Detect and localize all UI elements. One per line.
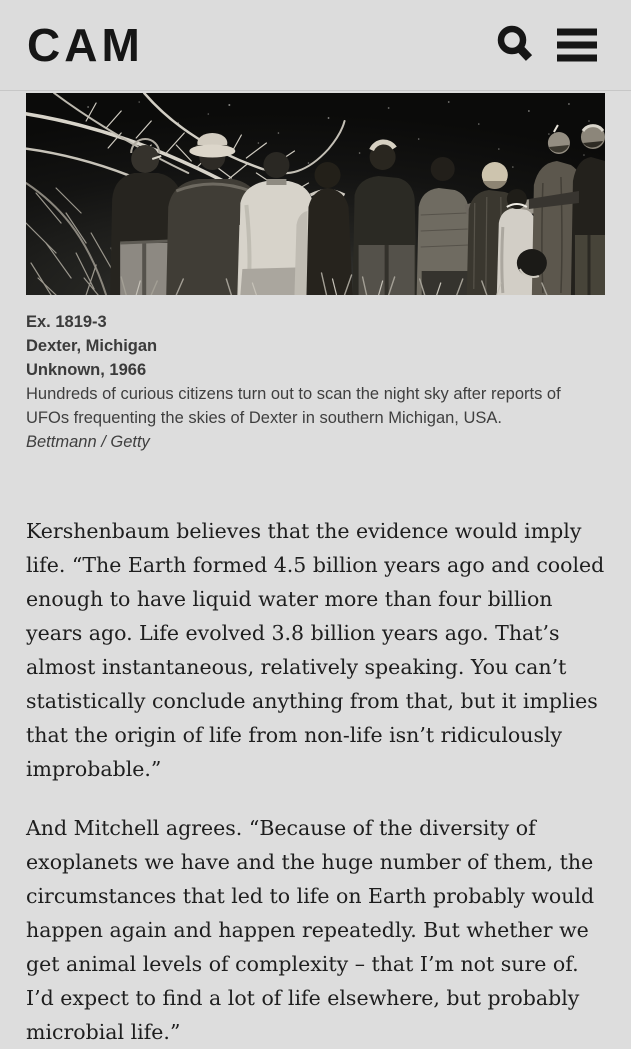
article-photo xyxy=(26,93,605,295)
article-figure xyxy=(26,93,605,454)
caption-credit: Bettmann / Getty xyxy=(26,433,150,451)
site-logo[interactable]: CAM xyxy=(27,19,144,71)
page-content xyxy=(0,93,631,1049)
site-header xyxy=(0,0,631,91)
article-paragraph-1: Kershenbaum believes that the evidence would imply life. “The Earth formed 4.5 billion years ago and cooled enough to have liquid water more than four billion years ago. Life evolved 3.8 billion years ago. That’s almost instantaneous, relatively speaking. You can’t statistically conclude anything from that, but it implies that the origin of life from non-life isn’t ridiculously improbable.” xyxy=(26,519,605,781)
search-icon xyxy=(496,25,536,65)
caption-author-year: Unknown, 1966 xyxy=(26,361,147,379)
photo-caption xyxy=(26,310,605,454)
article-body xyxy=(26,514,605,1049)
article-paragraph-2: And Mitchell agrees. “Because of the diversity of exoplanets we have and the huge number of them, the circumstances that led to life on Earth probably would happen again and happen repeatedly. But whether we get animal levels of complexity – that I’m not sure of. I’d expect to find a lot of life elsewhere, but probably microbial life.” xyxy=(26,816,595,1044)
caption-location: Dexter, Michigan xyxy=(26,337,158,355)
caption-exhibit-number: Ex. 1819-3 xyxy=(26,313,107,331)
menu-button[interactable] xyxy=(557,25,597,65)
header-actions xyxy=(496,25,597,65)
hamburger-menu-icon xyxy=(557,25,597,65)
caption-description: Hundreds of curious citizens turn out to scan the night sky after reports of UFOs frequenting the skies of Dexter in southern Michigan, USA. xyxy=(26,385,561,427)
search-button[interactable] xyxy=(496,25,536,65)
